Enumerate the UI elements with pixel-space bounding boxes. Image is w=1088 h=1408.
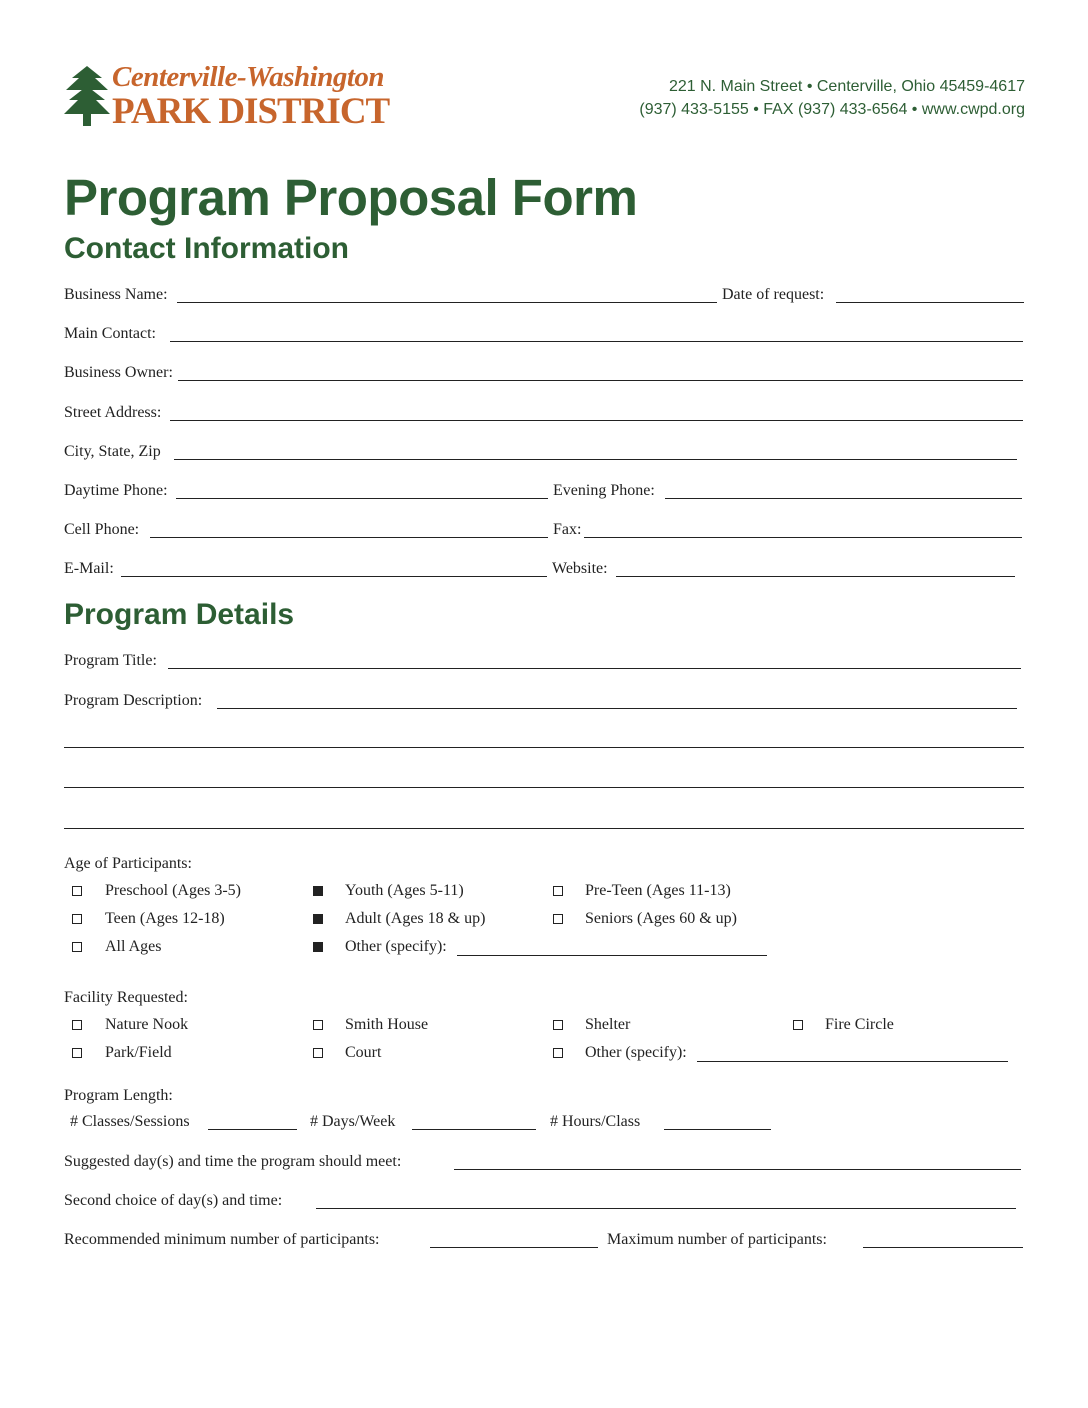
business-owner-field[interactable] — [178, 380, 1023, 381]
evening-phone-label: Evening Phone: — [553, 482, 655, 499]
main-contact-field[interactable] — [170, 341, 1023, 342]
city-state-zip-field[interactable] — [174, 459, 1017, 460]
cell-phone-label: Cell Phone: — [64, 521, 140, 538]
facility-other-field[interactable] — [697, 1061, 1008, 1062]
main-contact-label: Main Contact: — [64, 325, 156, 342]
classes-sessions-label: # Classes/Sessions — [70, 1113, 190, 1130]
contact-line: (937) 433-5155 • FAX (937) 433-6564 • www.cwpd.org — [639, 101, 1025, 118]
street-address-field[interactable] — [170, 420, 1023, 421]
facility-option-label: Court — [345, 1044, 382, 1061]
cell-phone-field[interactable] — [150, 537, 548, 538]
days-week-label: # Days/Week — [310, 1113, 396, 1130]
program-title-label: Program Title: — [64, 652, 157, 669]
checkbox-age-other[interactable] — [313, 942, 323, 952]
street-address-label: Street Address: — [64, 404, 162, 421]
classes-sessions-field[interactable] — [208, 1129, 297, 1130]
min-participants-label: Recommended minimum number of participants: — [64, 1231, 380, 1248]
age-option-label: Seniors (Ages 60 & up) — [585, 910, 737, 927]
checkbox-fire-circle[interactable] — [793, 1020, 803, 1030]
checkbox-seniors[interactable] — [553, 914, 563, 924]
age-option-label: Adult (Ages 18 & up) — [345, 910, 486, 927]
program-description-line-3[interactable] — [64, 787, 1024, 788]
second-choice-field[interactable] — [316, 1208, 1016, 1209]
checkbox-park-field[interactable] — [72, 1048, 82, 1058]
business-owner-label: Business Owner: — [64, 364, 173, 381]
suggested-days-label: Suggested day(s) and time the program should meet: — [64, 1153, 402, 1170]
program-description-line-4[interactable] — [64, 828, 1024, 829]
facility-option-label: Other (specify): — [585, 1044, 687, 1061]
checkbox-youth[interactable] — [313, 886, 323, 896]
program-details-heading: Program Details — [64, 598, 295, 631]
date-of-request-field[interactable] — [836, 302, 1024, 303]
evening-phone-field[interactable] — [665, 498, 1022, 499]
website-label: Website: — [552, 560, 608, 577]
checkbox-nature-nook[interactable] — [72, 1020, 82, 1030]
website-field[interactable] — [616, 576, 1015, 577]
email-label: E-Mail: — [64, 560, 114, 577]
checkbox-teen[interactable] — [72, 914, 82, 924]
second-choice-label: Second choice of day(s) and time: — [64, 1192, 283, 1209]
pine-tree-icon — [64, 64, 110, 128]
daytime-phone-label: Daytime Phone: — [64, 482, 168, 499]
program-description-label: Program Description: — [64, 692, 203, 709]
age-other-field[interactable] — [457, 955, 767, 956]
age-option-label: Preschool (Ages 3-5) — [105, 882, 241, 899]
hours-class-field[interactable] — [664, 1129, 771, 1130]
suggested-days-field[interactable] — [454, 1169, 1021, 1170]
facility-option-label: Nature Nook — [105, 1016, 189, 1033]
age-option-label: Youth (Ages 5-11) — [345, 882, 464, 899]
checkbox-all-ages[interactable] — [72, 942, 82, 952]
max-participants-label: Maximum number of participants: — [607, 1231, 827, 1248]
age-option-label: Other (specify): — [345, 938, 447, 955]
email-field[interactable] — [121, 576, 547, 577]
facility-heading: Facility Requested: — [64, 989, 188, 1006]
program-description-line-2[interactable] — [64, 747, 1024, 748]
checkbox-adult[interactable] — [313, 914, 323, 924]
page-title: Program Proposal Form — [64, 169, 638, 226]
max-participants-field[interactable] — [863, 1247, 1023, 1248]
age-option-label: Pre-Teen (Ages 11-13) — [585, 882, 731, 899]
min-participants-field[interactable] — [430, 1247, 598, 1248]
facility-option-label: Fire Circle — [825, 1016, 894, 1033]
city-state-zip-label: City, State, Zip — [64, 443, 161, 460]
fax-field[interactable] — [584, 537, 1022, 538]
days-week-field[interactable] — [412, 1129, 536, 1130]
business-name-field[interactable] — [177, 302, 717, 303]
facility-option-label: Shelter — [585, 1016, 631, 1033]
date-of-request-label: Date of request: — [722, 286, 825, 303]
logo-line1: Centerville-Washington — [112, 61, 385, 93]
logo-line2: PARK DISTRICT — [112, 91, 390, 132]
length-heading: Program Length: — [64, 1087, 173, 1104]
checkbox-pre-teen[interactable] — [553, 886, 563, 896]
business-name-label: Business Name: — [64, 286, 168, 303]
daytime-phone-field[interactable] — [176, 498, 548, 499]
age-heading: Age of Participants: — [64, 855, 192, 872]
program-description-field[interactable] — [217, 708, 1017, 709]
contact-heading: Contact Information — [64, 232, 349, 265]
program-title-field[interactable] — [168, 668, 1021, 669]
checkbox-facility-other[interactable] — [553, 1048, 563, 1058]
fax-label: Fax: — [553, 521, 582, 538]
checkbox-preschool[interactable] — [72, 886, 82, 896]
checkbox-shelter[interactable] — [553, 1020, 563, 1030]
age-option-label: All Ages — [105, 938, 162, 955]
checkbox-court[interactable] — [313, 1048, 323, 1058]
age-option-label: Teen (Ages 12-18) — [105, 910, 225, 927]
address-line: 221 N. Main Street • Centerville, Ohio 45459-4617 — [668, 78, 1025, 95]
checkbox-smith-house[interactable] — [313, 1020, 323, 1030]
hours-class-label: # Hours/Class — [550, 1113, 641, 1130]
facility-option-label: Park/Field — [105, 1044, 172, 1061]
facility-option-label: Smith House — [345, 1016, 429, 1033]
